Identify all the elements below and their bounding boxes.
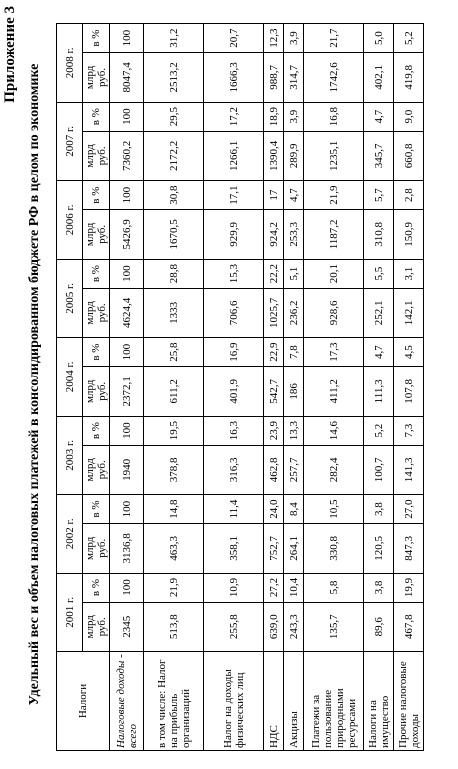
cell-amount: 243,3: [284, 602, 304, 651]
cell-percent: 4,7: [364, 102, 394, 131]
cell-amount: 411,2: [304, 367, 364, 416]
cell-amount: 289,9: [284, 131, 304, 180]
cell-percent: 100: [110, 181, 144, 210]
cell-percent: 17,3: [304, 338, 364, 367]
cell-percent: 17,2: [204, 102, 264, 131]
cell-percent: 7,3: [394, 416, 424, 445]
cell-percent: 20,1: [304, 259, 364, 288]
header-percent: в %: [83, 573, 110, 602]
row-tax-name: Акцизы: [284, 652, 304, 751]
cell-percent: 4,7: [364, 338, 394, 367]
cell-amount: 419,8: [394, 53, 424, 102]
cell-percent: 21,9: [144, 573, 204, 602]
cell-amount: 1187,2: [304, 210, 364, 259]
cell-amount: 1333: [144, 288, 204, 337]
cell-percent: 18,9: [264, 102, 284, 131]
cell-percent: 3,9: [284, 102, 304, 131]
cell-percent: 3,1: [394, 259, 424, 288]
cell-amount: 988,7: [264, 53, 284, 102]
cell-amount: 5426,9: [110, 210, 144, 259]
cell-percent: 12,3: [264, 24, 284, 53]
cell-percent: 23,9: [264, 416, 284, 445]
cell-percent: 10,4: [284, 573, 304, 602]
cell-amount: 660,8: [394, 131, 424, 180]
cell-percent: 4,7: [284, 181, 304, 210]
cell-percent: 17: [264, 181, 284, 210]
cell-amount: 1666,3: [204, 53, 264, 102]
header-percent: в %: [83, 181, 110, 210]
cell-percent: 5,2: [364, 416, 394, 445]
cell-percent: 28,8: [144, 259, 204, 288]
header-year: 2004 г.: [57, 338, 83, 416]
tax-table: [56, 23, 424, 751]
cell-percent: 2,8: [394, 181, 424, 210]
cell-amount: 282,4: [304, 445, 364, 494]
cell-percent: 5,8: [304, 573, 364, 602]
cell-percent: 15,3: [204, 259, 264, 288]
cell-amount: 513,8: [144, 602, 204, 651]
cell-percent: 25,8: [144, 338, 204, 367]
cell-amount: 378,8: [144, 445, 204, 494]
cell-amount: 264,1: [284, 524, 304, 573]
header-amount: млрд руб.: [83, 131, 110, 180]
table-row: [264, 24, 284, 751]
cell-percent: 27,2: [264, 573, 284, 602]
cell-percent: 3,9: [284, 24, 304, 53]
cell-amount: 253,3: [284, 210, 304, 259]
row-tax-name: Налоги на имущество: [364, 652, 394, 751]
cell-percent: 21,9: [304, 181, 364, 210]
cell-amount: 150,9: [394, 210, 424, 259]
cell-amount: 120,5: [364, 524, 394, 573]
cell-amount: 1390,4: [264, 131, 284, 180]
cell-amount: 1235,1: [304, 131, 364, 180]
table-row: [144, 24, 204, 751]
appendix-label: Приложение 3: [2, 6, 18, 103]
row-tax-name: Платежи за пользование природными ресурсами: [304, 652, 364, 751]
cell-amount: 330,8: [304, 524, 364, 573]
row-tax-name: Налоговые доходы - всего: [110, 652, 144, 751]
cell-amount: 928,6: [304, 288, 364, 337]
header-amount: млрд руб.: [83, 602, 110, 651]
header-percent: в %: [83, 259, 110, 288]
header-year: 2007 г.: [57, 102, 83, 180]
cell-percent: 3,8: [364, 495, 394, 524]
cell-amount: 924,2: [264, 210, 284, 259]
cell-amount: 929,9: [204, 210, 264, 259]
row-tax-name: в том числе: Налог на прибыль организаций: [144, 652, 204, 751]
header-amount: млрд руб.: [83, 367, 110, 416]
cell-amount: 111,3: [364, 367, 394, 416]
cell-percent: 4,5: [394, 338, 424, 367]
header-amount: млрд руб.: [83, 210, 110, 259]
cell-percent: 100: [110, 24, 144, 53]
header-percent: в %: [83, 416, 110, 445]
cell-percent: 5,2: [394, 24, 424, 53]
cell-amount: 7360,2: [110, 131, 144, 180]
cell-amount: 141,3: [394, 445, 424, 494]
cell-percent: 10,9: [204, 573, 264, 602]
header-year: 2002 г.: [57, 495, 83, 573]
table-row: [364, 24, 394, 751]
cell-amount: 467,8: [394, 602, 424, 651]
cell-amount: 2513,2: [144, 53, 204, 102]
cell-percent: 5,7: [364, 181, 394, 210]
cell-percent: 13,3: [284, 416, 304, 445]
cell-amount: 706,6: [204, 288, 264, 337]
cell-percent: 17,1: [204, 181, 264, 210]
cell-percent: 3,8: [364, 573, 394, 602]
cell-percent: 100: [110, 102, 144, 131]
cell-amount: 107,8: [394, 367, 424, 416]
cell-percent: 5,5: [364, 259, 394, 288]
header-taxes: Налоги: [57, 652, 110, 751]
cell-amount: 236,2: [284, 288, 304, 337]
cell-amount: 4624,4: [110, 288, 144, 337]
cell-percent: 100: [110, 338, 144, 367]
cell-amount: 2172,2: [144, 131, 204, 180]
table-row: [304, 24, 364, 751]
cell-amount: 1742,6: [304, 53, 364, 102]
cell-percent: 21,7: [304, 24, 364, 53]
row-tax-name: НДС: [264, 652, 284, 751]
cell-percent: 14,8: [144, 495, 204, 524]
cell-percent: 19,9: [394, 573, 424, 602]
cell-amount: 1670,5: [144, 210, 204, 259]
header-year: 2006 г.: [57, 181, 83, 259]
cell-percent: 22,2: [264, 259, 284, 288]
cell-amount: 1266,1: [204, 131, 264, 180]
cell-percent: 31,2: [144, 24, 204, 53]
cell-amount: 1940: [110, 445, 144, 494]
cell-amount: 402,1: [364, 53, 394, 102]
cell-percent: 5,0: [364, 24, 394, 53]
cell-amount: 1025,7: [264, 288, 284, 337]
cell-amount: 3136,8: [110, 524, 144, 573]
cell-amount: 752,7: [264, 524, 284, 573]
cell-percent: 27,0: [394, 495, 424, 524]
row-tax-name: Прочие налоговые доходы: [394, 652, 424, 751]
cell-amount: 463,3: [144, 524, 204, 573]
cell-amount: 611,2: [144, 367, 204, 416]
cell-percent: 7,8: [284, 338, 304, 367]
cell-percent: 16,3: [204, 416, 264, 445]
cell-percent: 11,4: [204, 495, 264, 524]
header-amount: млрд руб.: [83, 288, 110, 337]
header-year: 2005 г.: [57, 259, 83, 337]
cell-amount: 100,7: [364, 445, 394, 494]
cell-percent: 100: [110, 416, 144, 445]
table-row: [204, 24, 264, 751]
header-year: 2003 г.: [57, 416, 83, 494]
header-amount: млрд руб.: [83, 445, 110, 494]
cell-amount: 345,7: [364, 131, 394, 180]
table-row: [394, 24, 424, 751]
cell-amount: 8047,4: [110, 53, 144, 102]
table-row: [110, 24, 144, 751]
header-percent: в %: [83, 495, 110, 524]
cell-amount: 2345: [110, 602, 144, 651]
cell-amount: 186: [284, 367, 304, 416]
cell-percent: 8,4: [284, 495, 304, 524]
cell-amount: 316,3: [204, 445, 264, 494]
cell-percent: 24,0: [264, 495, 284, 524]
cell-amount: 462,8: [264, 445, 284, 494]
cell-percent: 100: [110, 573, 144, 602]
cell-percent: 100: [110, 259, 144, 288]
cell-percent: 9,0: [394, 102, 424, 131]
document-title: Удельный вес и объем налоговых платежей в консолидированном бюджете РФ в целом по экономике: [27, 63, 42, 706]
cell-amount: 639,0: [264, 602, 284, 651]
cell-percent: 29,5: [144, 102, 204, 131]
cell-amount: 314,7: [284, 53, 304, 102]
header-year: 2001 г.: [57, 573, 83, 651]
cell-percent: 22,9: [264, 338, 284, 367]
cell-amount: 89,6: [364, 602, 394, 651]
cell-amount: 2372,1: [110, 367, 144, 416]
cell-amount: 542,7: [264, 367, 284, 416]
cell-amount: 255,8: [204, 602, 264, 651]
header-percent: в %: [83, 102, 110, 131]
header-amount: млрд руб.: [83, 524, 110, 573]
cell-amount: 358,1: [204, 524, 264, 573]
cell-amount: 310,8: [364, 210, 394, 259]
cell-percent: 5,1: [284, 259, 304, 288]
cell-percent: 19,5: [144, 416, 204, 445]
cell-amount: 847,3: [394, 524, 424, 573]
header-percent: в %: [83, 338, 110, 367]
header-year: 2008 г.: [57, 24, 83, 103]
cell-percent: 16,8: [304, 102, 364, 131]
cell-percent: 16,9: [204, 338, 264, 367]
cell-percent: 20,7: [204, 24, 264, 53]
cell-percent: 30,8: [144, 181, 204, 210]
cell-percent: 100: [110, 495, 144, 524]
cell-amount: 252,1: [364, 288, 394, 337]
cell-amount: 257,7: [284, 445, 304, 494]
cell-amount: 401,9: [204, 367, 264, 416]
cell-amount: 142,1: [394, 288, 424, 337]
cell-amount: 135,7: [304, 602, 364, 651]
header-percent: в %: [83, 24, 110, 53]
table-row: [284, 24, 304, 751]
cell-percent: 10,5: [304, 495, 364, 524]
row-tax-name: Налог на доходы физических лиц: [204, 652, 264, 751]
header-amount: млрд руб.: [83, 53, 110, 102]
cell-percent: 14,6: [304, 416, 364, 445]
